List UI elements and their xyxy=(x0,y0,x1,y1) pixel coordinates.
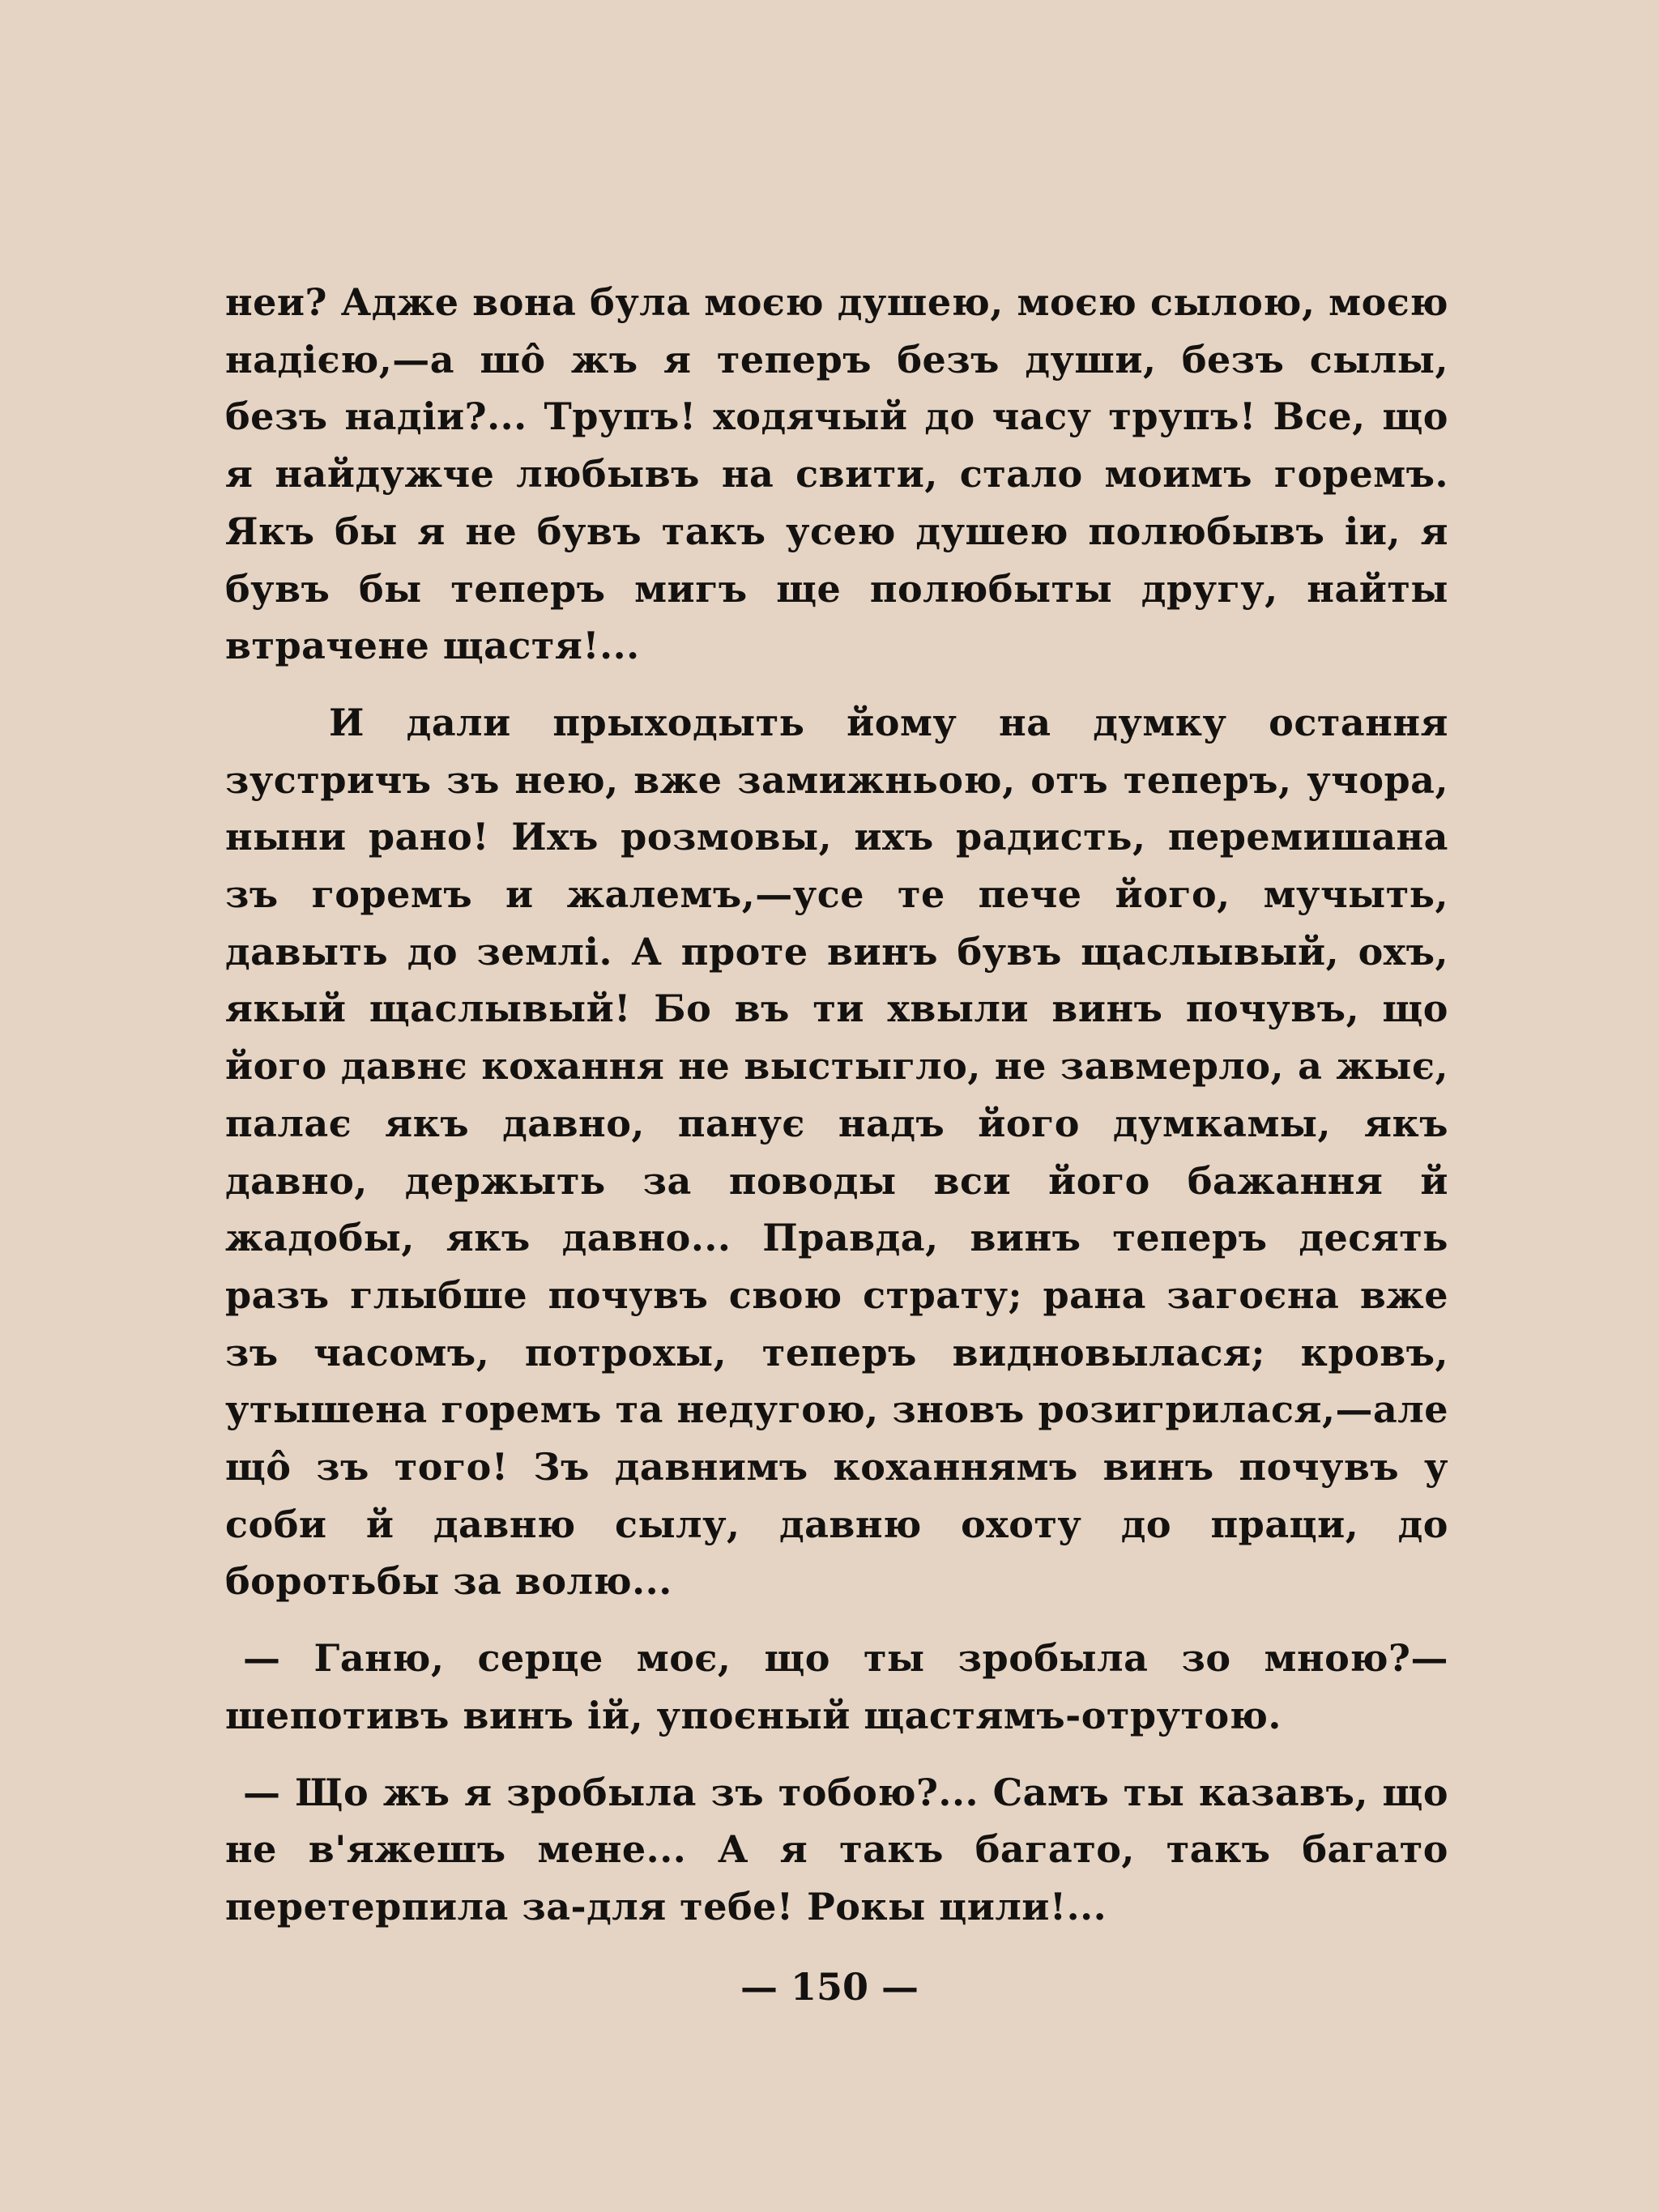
page-number: — 150 — xyxy=(740,1965,919,2009)
page-body xyxy=(225,274,1448,1936)
dialogue-line-2: — Що жъ я зробыла зъ тобою?... Самъ ты казавъ, що не в'яжешъ мене... А я такъ багато, такъ багато перетерпила за-для тебе! Рокы цили!... xyxy=(225,1770,1448,1929)
dialogue-line-1: — Ганю, серце моє, що ты зробыла зо мною?—шепотивъ винъ ій, упоєный щастямъ-отрутою. xyxy=(225,1636,1448,1737)
paragraph-1: неи? Адже вона була моєю душею, моєю сылою, моєю надією,—а шô жъ я теперъ безъ души, безъ сылы, безъ надіи?... Трупъ! ходячый до часу трупъ! Все, що я найдужче любывъ на свити, стало моимъ горемъ. Якъ бы я не бувъ такъ усею душею полюбывъ іи, я бувъ бы теперъ мигъ ще полюбыты другу, найты втрачене щастя!... xyxy=(225,280,1448,668)
paragraph-2: И дали прыходыть йому на думку остання зустричъ зъ нею, вже замижньою, отъ теперъ, учора, ныни рано! Ихъ розмовы, ихъ радисть, перемишана зъ горемъ и жалемъ,—усе те пече його, мучыть, давыть до землі. А проте винъ бувъ щаслывый, охъ, якый щаслывый! Бо въ ти хвыли винъ почувъ, що його давнє кохання не выстыгло, не завмерло, а жыє, палає якъ давно, панує надъ його думкамы, якъ давно, держыть за поводы вси його бажання й жадобы, якъ давно... Правда, винъ теперъ десять разъ глыбше почувъ свою страту; рана загоєна вже зъ часомъ, потрохы, теперъ видновылася; кровъ, утышена горемъ та недугою, зновъ розигрилася,—але щô зъ того! Зъ давнимъ коханнямъ винъ почувъ у соби й давню сылу, давню охоту до праци, до боротьбы за волю... xyxy=(225,700,1448,1604)
